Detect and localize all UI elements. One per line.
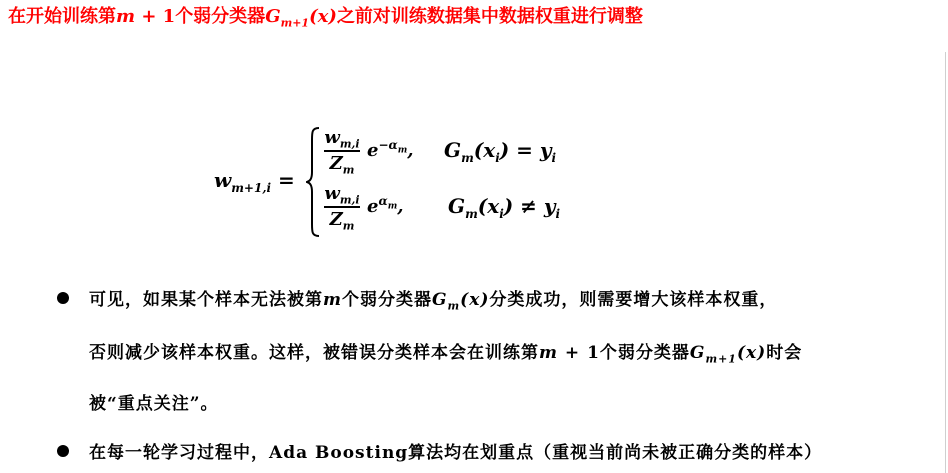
title-var-m: m: [116, 6, 136, 27]
fraction-denominator: $Z_m$: [329, 152, 355, 177]
left-brace: [306, 126, 320, 238]
formula-lhs: [214, 168, 295, 195]
exponential-term: $e^{-\alpha_m}$,: [367, 138, 414, 161]
weight-update-formula: [214, 124, 594, 239]
fraction-case2: [322, 182, 362, 232]
fraction-numerator: $w_{m,i}$: [324, 183, 360, 207]
condition-incorrect: $G_m(x_i) \ne y_i$: [448, 194, 561, 221]
title-var-G-sub: m+1: [280, 16, 310, 30]
title-var-G: G: [265, 6, 281, 27]
fraction-denominator: $Z_m$: [329, 208, 355, 233]
title-plus-one: + 1: [135, 6, 176, 27]
bullet2-line1: 在每一轮学习过程中，Ada Boosting算法均在划重点（重视当前尚未被正确分类的样本）: [89, 443, 823, 463]
bullet1-line1: 可见，如果某个样本无法被第m个弱分类器$G_m(x)$分类成功，则需要增大该样本权重，: [89, 290, 778, 313]
exponential-term: $e^{\alpha_m}$,: [367, 194, 404, 217]
fraction-numerator: $w_{m,i}$: [324, 127, 360, 151]
lhs-var: w: [214, 168, 232, 192]
page-right-border: [945, 52, 946, 473]
condition-correct: $G_m(x_i) = y_i$: [444, 138, 557, 165]
equals-sign: =: [271, 168, 295, 192]
section-title: [8, 2, 643, 30]
lhs-sub: m+1,i: [231, 181, 272, 195]
bullet1-line3: 被“重点关注”。: [89, 394, 219, 414]
bullet1-line2: 否则减少该样本权重。这样，被错误分类样本会在训练第m + 1个弱分类器$G_{m+1}(x)$时会: [89, 343, 803, 366]
fraction-case1: [322, 126, 362, 176]
title-arg: (x): [309, 6, 337, 27]
title-text-2: 个弱分类器: [175, 6, 266, 27]
bullet-dot: [57, 445, 69, 457]
bullet-dot: [57, 292, 69, 304]
title-text-1: 在开始训练第: [8, 6, 116, 27]
title-text-3: 之前对训练数据集中数据权重进行调整: [336, 6, 643, 27]
